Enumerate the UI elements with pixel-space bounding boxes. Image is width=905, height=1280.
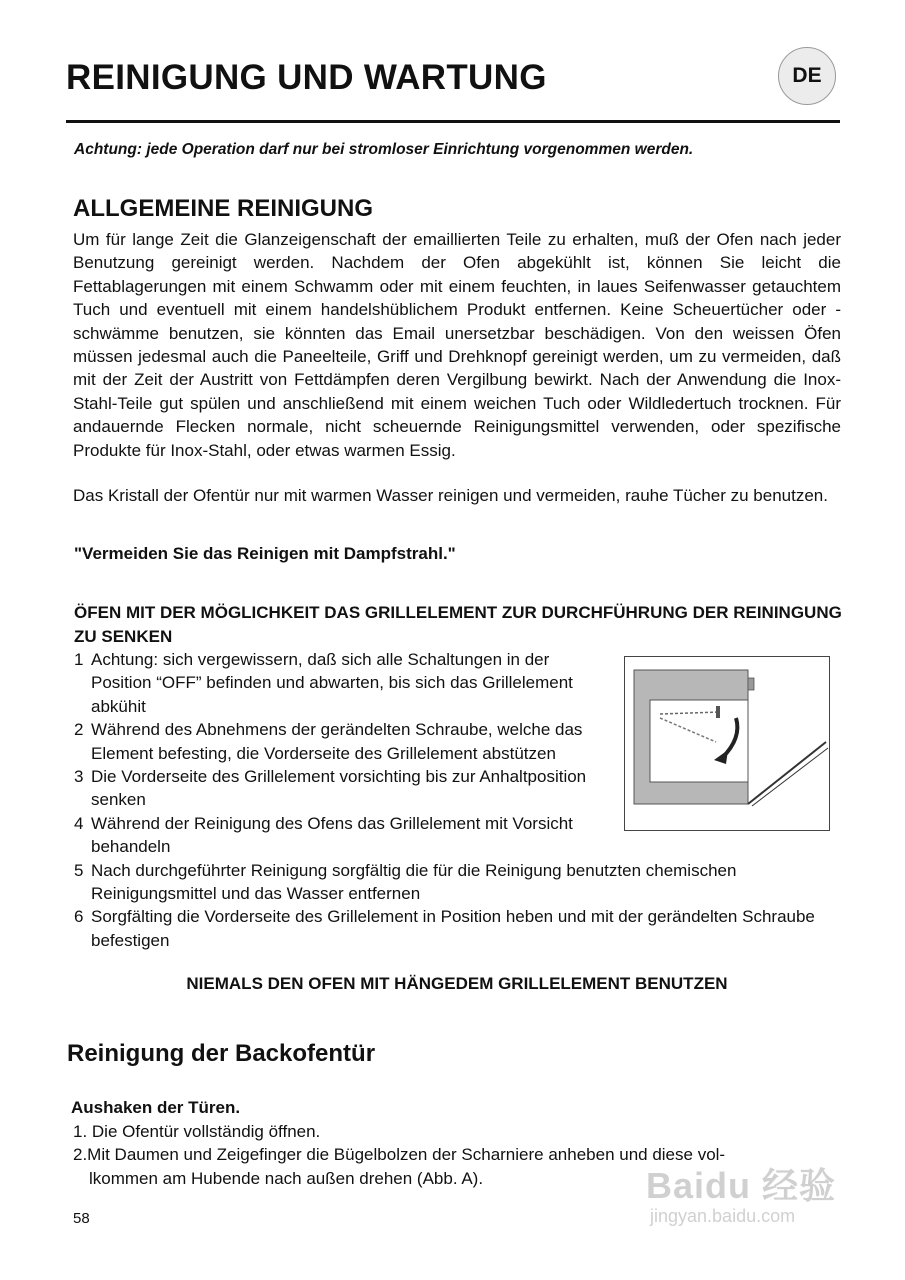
door-cleaning-heading: Reinigung der Backofentür <box>67 1040 376 1067</box>
safety-warning: Achtung: jede Operation darf nur bei stromloser Einrichtung vorgenommen werden. <box>74 141 694 158</box>
step-number: 1 <box>74 650 84 669</box>
list-item-continuation: lkommen am Hubende nach außen drehen (Abb. A). <box>89 1168 484 1188</box>
glass-cleaning-paragraph: Das Kristall der Ofentür nur mit warmen Wasser reinigen und vermeiden, rauhe Tücher zu benutzen. <box>73 486 828 505</box>
watermark-logo: Baidu 经验 <box>646 1165 837 1206</box>
step-text: Achtung: sich vergewissern, daß sich alle Schaltungen in der Position “OFF” befinden und abwarten, bis sich das Grillelement abkühit <box>91 650 573 716</box>
unhook-doors-subheading: Aushaken der Türen. <box>71 1098 241 1117</box>
step-number: 3 <box>74 767 84 787</box>
list-item <box>74 765 594 812</box>
general-cleaning-paragraph: Um für lange Zeit die Glanzeigenschaft der emaillierten Teile zu erhalten, muß der Ofen nach jeder Benutzung gereinigt werden. Nachdem der Ofen abgekühlt ist, können Sie leicht die Fettablagerungen mit einem Schwamm oder mit einem feuchten, in laues Seifenwasser getauchtem Tuch und eventuell mit einem handelshüblichem Produkt entfernen. Keine Scheuertücher oder -schwämme benutzen, sie könnten das Email unersetzbar beschädigen. Von den weissen Öfen müssen jedesmal auch die Paneelteile, Griff und Drehknopf gereinigt werden, um zu vermeiden, daß mit der Zeit der Austritt von Fettdämpfen deren Vergilbung bewirkt. Nach der Anwendung die Inox-Stahl-Teile gut spülen und anschließend mit einem weichen Tuch oder Wildledertuch trocknen. Für andauernde Flecken normale, nicht scheuernde Reinigungsmittel verwenden, oder spezifische Produkte für Inox-Stahl, oder etwas warmen Essig. <box>73 230 841 460</box>
step-number: 2 <box>74 720 84 740</box>
grill-section-heading: ÖFEN MIT DER MÖGLICHKEIT DAS GRILLELEMENT ZUR DURCHFÜHRUNG DER REININGUNG ZU SENKEN <box>74 603 842 646</box>
oven-latch <box>748 678 754 690</box>
page-number: 58 <box>73 1210 90 1227</box>
step-text: Während des Abnehmens der gerändelten Schraube, welche das Element befesting, die Vorderseite des Grillelement abstützen <box>91 720 583 763</box>
step-text: Nach durchgeführter Reinigung sorgfältig die für die Reinigung benutzten chemischen Reinigungsmittel und das Wasser entfernen <box>91 860 737 904</box>
step-number: 4 <box>74 813 84 833</box>
step-text: Sorgfälting die Vorderseite des Grillelement in Position heben und mit der gerändelten Schraube befestigen <box>91 907 815 950</box>
title-divider <box>66 120 840 123</box>
never-use-notice: NIEMALS DEN OFEN MIT HÄNGEDEM GRILLELEMENT BENUTZEN <box>186 974 728 993</box>
list-item: 1. Die Ofentür vollständig öffnen. <box>73 1122 321 1141</box>
step-number: 5 <box>74 860 84 880</box>
list-item <box>74 812 594 859</box>
list-item <box>74 648 594 718</box>
step-number: 6 <box>74 907 84 927</box>
list-item <box>74 859 844 906</box>
list-item <box>74 718 594 765</box>
watermark-url: jingyan.baidu.com <box>650 1206 796 1226</box>
step-text: Während der Reinigung des Ofens das Grillelement mit Vorsicht behandeln <box>91 813 573 857</box>
page-title: REINIGUNG UND WARTUNG <box>66 58 547 97</box>
knurled-screw <box>716 706 720 718</box>
list-item <box>74 905 844 952</box>
language-badge: DE <box>778 47 836 105</box>
list-item: 2.Mit Daumen und Zeigefinger die Bügelbolzen der Scharniere anheben und diese vol- <box>73 1145 726 1165</box>
steam-warning-quote: "Vermeiden Sie das Reinigen mit Dampfstrahl." <box>74 544 456 563</box>
step-text: Die Vorderseite des Grillelement vorsichting bis zur Anhaltposition senken <box>91 767 587 810</box>
general-cleaning-heading: ALLGEMEINE REINIGUNG <box>73 195 374 222</box>
grill-lowering-figure <box>624 656 830 831</box>
